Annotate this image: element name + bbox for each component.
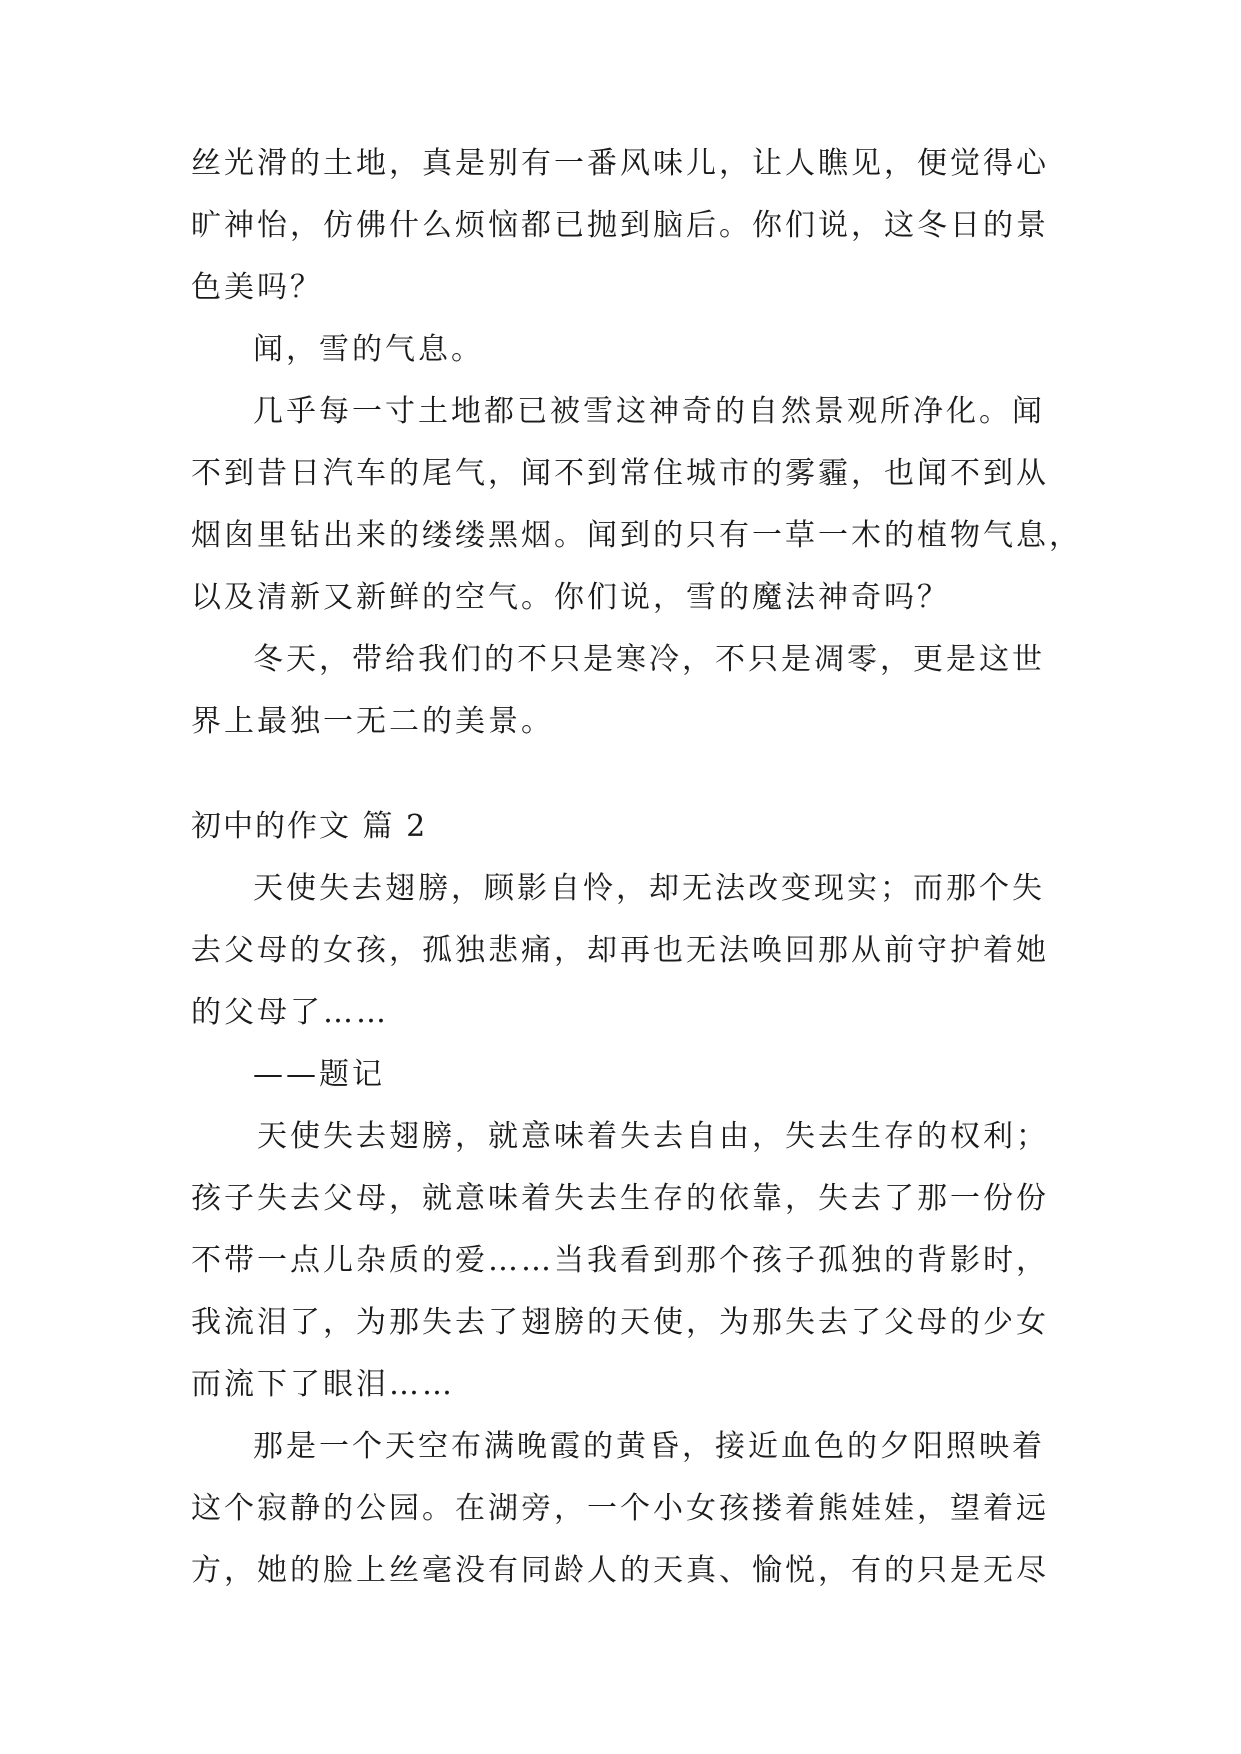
paragraph-line: 界上最独一无二的美景。: [191, 704, 554, 739]
paragraph-line: 孩子失去父母，就意味着失去生存的依靠，失去了那一份份: [191, 1181, 1049, 1216]
paragraph-line: 去父母的女孩，孤独悲痛，却再也无法唤回那从前守护着她: [191, 933, 1049, 968]
paragraph-line: 烟囱里钻出来的缕缕黑烟。闻到的只有一草一木的植物气息，: [191, 518, 1082, 553]
paragraph-line: 冬天，带给我们的不只是寒冷，不只是凋零，更是这世: [253, 642, 1045, 677]
paragraph-line: 以及清新又新鲜的空气。你们说，雪的魔法神奇吗？: [191, 580, 950, 615]
paragraph-line: 色美吗？: [191, 270, 323, 305]
essay-section-2: [191, 796, 1051, 1602]
paragraph-line: 旷神怡，仿佛什么烦恼都已抛到脑后。你们说，这冬日的景: [191, 208, 1049, 243]
paragraph-line: 我流泪了，为那失去了翅膀的天使，为那失去了父母的少女: [191, 1305, 1049, 1340]
paragraph-line: 的父母了……: [191, 995, 389, 1030]
paragraph-line: 不带一点儿杂质的爱……当我看到那个孩子孤独的背影时，: [191, 1243, 1049, 1278]
section-title: 初中的作文 篇 2: [191, 809, 428, 844]
paragraph-line: 那是一个天空布满晚霞的黄昏，接近血色的夕阳照映着: [253, 1429, 1045, 1464]
paragraph-line: 闻，雪的气息。: [253, 332, 484, 367]
paragraph-line: 丝光滑的土地，真是别有一番风味儿，让人瞧见，便觉得心: [191, 146, 1049, 181]
essay-section-1: [191, 133, 1082, 753]
paragraph-line: 天使失去翅膀，顾影自怜，却无法改变现实；而那个失: [253, 871, 1045, 906]
paragraph-line: 不到昔日汽车的尾气，闻不到常住城市的雾霾，也闻不到从: [191, 456, 1049, 491]
paragraph-line: 天使失去翅膀，就意味着失去自由，失去生存的权利；: [257, 1119, 1049, 1154]
paragraph-line: ——题记: [253, 1057, 385, 1092]
paragraph-line: 方，她的脸上丝毫没有同龄人的天真、愉悦，有的只是无尽: [191, 1553, 1049, 1588]
paragraph-line: 而流下了眼泪……: [191, 1367, 455, 1402]
paragraph-line: 几乎每一寸土地都已被雪这神奇的自然景观所净化。闻: [253, 394, 1045, 429]
paragraph-line: 这个寂静的公园。在湖旁，一个小女孩搂着熊娃娃，望着远: [191, 1491, 1049, 1526]
